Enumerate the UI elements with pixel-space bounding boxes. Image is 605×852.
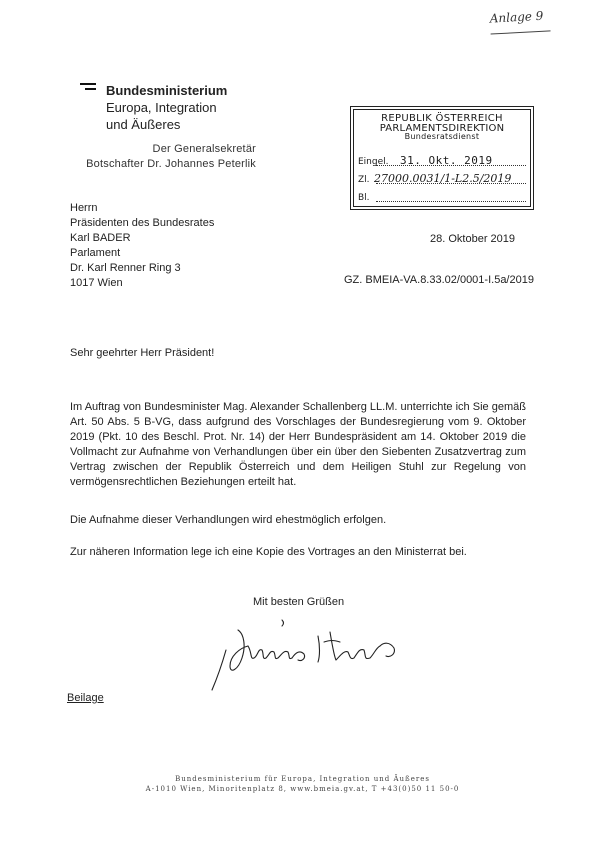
recipient-line: Herrn <box>70 202 98 214</box>
ministry-name <box>106 82 227 133</box>
footer-line-1: Bundesministerium für Europa, Integration und Äußeres <box>175 775 430 783</box>
stamp-received-row <box>358 151 526 169</box>
handwritten-signature <box>200 612 430 692</box>
sender-block <box>80 142 256 172</box>
stamp-received-label: Eingel. <box>358 157 389 167</box>
stamp-bl-label: Bl. <box>358 193 370 203</box>
recipient-line: Präsidenten des Bundesrates <box>70 217 215 229</box>
letter-date: 28. Oktober 2019 <box>430 233 516 245</box>
stamp-file-value: 27000.0031/1-L2.5/2019 <box>374 172 512 185</box>
recipient-line: Parlament <box>70 247 121 259</box>
stamp-line-1: REPUBLIK ÖSTERREICH <box>381 113 503 124</box>
body-paragraph-1: Im Auftrag von Bundesminister Mag. Alexander Schallenberg LL.M. unterrichte ich Sie gemäß Art. 50 Abs. 5 B-VG, dass aufgrund des Vorschlages der Bundesregierung vom 9. Oktober 2019 (Pkt. 10 des Beschl. Prot. Nr. 14) der Herr Bundespräsident am 14. Oktober 2019 die Vollmacht zur Aufnahme von Verhandlungen über ein über den Siebenten Zusatzvertrag zum Vertrag zwischen der Republik Österreich und dem Heiligen Stuhl zur Regelung von vermögensrechtlichen Beziehungen erteilt hat. <box>70 401 526 488</box>
footer <box>0 774 605 794</box>
salutation: Sehr geehrter Herr Präsident! <box>70 347 215 359</box>
ministry-logo-icon <box>80 83 96 93</box>
ministry-line-3: und Äußeres <box>106 117 181 132</box>
body-paragraph-2: Die Aufnahme dieser Verhandlungen wird ehestmöglich erfolgen. <box>70 514 387 526</box>
handwritten-annex-note: Anlage 9 <box>489 8 550 34</box>
stamp-file-label: Zl. <box>358 175 370 185</box>
stamp-dotted-line <box>376 201 526 202</box>
closing-greeting: Mit besten Grüßen <box>253 596 345 608</box>
body-paragraph-3: Zur näheren Information lege ich eine Kopie des Vortrages an den Ministerrat bei. <box>70 546 467 558</box>
recipient-address <box>70 201 214 291</box>
recipient-line: 1017 Wien <box>70 277 123 289</box>
ministry-line-1: Bundesministerium <box>106 83 228 98</box>
stamp-file-row <box>358 169 526 187</box>
recipient-line: Karl BADER <box>70 232 131 244</box>
sender-title: Der Generalsekretär <box>152 143 256 155</box>
footer-line-2: A-1010 Wien, Minoritenplatz 8, www.bmeia.gv.at, T +43(0)50 11 50-0 <box>145 785 460 793</box>
ministry-line-2: Europa, Integration <box>106 100 217 115</box>
stamp-bl-row <box>358 187 526 205</box>
stamp-line-2: PARLAMENTSDIREKTION <box>379 123 505 134</box>
enclosure-label: Beilage <box>67 692 104 704</box>
recipient-line: Dr. Karl Renner Ring 3 <box>70 262 181 274</box>
reference-number: GZ. BMEIA-VA.8.33.02/0001-I.5a/2019 <box>344 274 534 286</box>
stamp-line-3: Bundesratsdienst <box>404 132 480 141</box>
receipt-stamp <box>353 109 531 207</box>
stamp-received-value: 31. Okt. 2019 <box>400 154 493 167</box>
sender-name: Botschafter Dr. Johannes Peterlik <box>86 158 256 170</box>
